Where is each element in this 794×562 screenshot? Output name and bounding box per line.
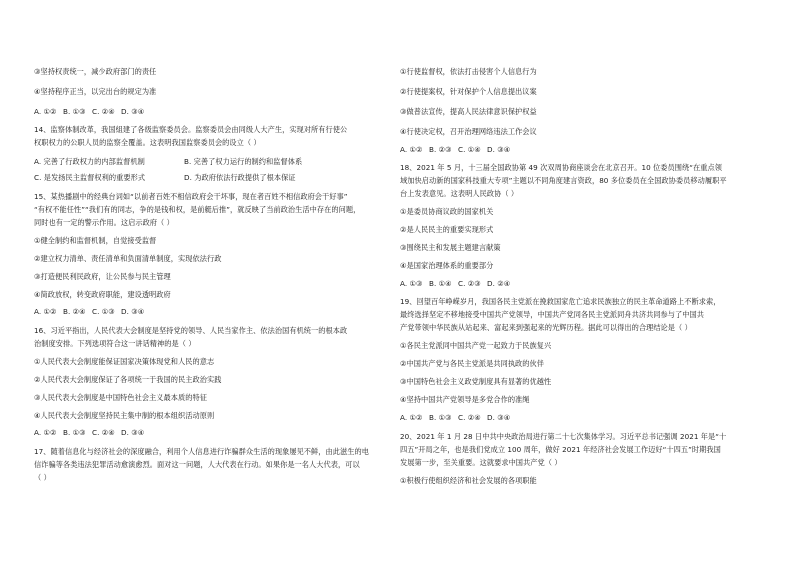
option-a: A. ①②: [400, 145, 423, 154]
option-b: B. ①④: [429, 279, 452, 288]
q15-item-1: ①健全制约和监督机制，自觉接受监督: [34, 236, 157, 245]
q16-stem-line-2: 治制度安排。下列选项符合这一讲话精神的是（ ）: [34, 339, 196, 348]
option-a: A. ①②: [34, 307, 57, 316]
option-d: D. ②④: [487, 279, 511, 288]
option-c: C. ①③: [92, 307, 115, 316]
q19-stem-line-1: 19、回望百年峥嵘岁月，我国各民主党派在挽救国家危亡追求民族独立的民主革命道路上不断求索，: [400, 297, 721, 306]
option-a: A. ①②: [34, 428, 57, 437]
q17-options: [400, 145, 516, 154]
q18-item-4: ④是国家治理体系的重要部分: [400, 261, 494, 270]
q16-item-1: ①人民代表大会制度能保证国家决策体现党和人民的意志: [34, 357, 215, 366]
q18-stem-line-1: 18、2021 年 5 月，十三届全国政协第 49 次双周协商座谈会在北京召开。10 位委员围绕“在重点领: [400, 163, 722, 172]
q14-choice-a: A. 完善了行政权力的内部监督机制: [34, 157, 145, 166]
q16-item-4: ④人民代表大会制度坚持民主集中制的根本组织活动原则: [34, 411, 215, 420]
q17-item-4: ④行使决定权，召开治理网络违法工作会议: [400, 127, 537, 136]
q15-item-3: ③打造便民利民政府，让公民参与民主管理: [34, 272, 171, 281]
option-c: C. ②④: [92, 428, 115, 437]
option-d: D. ③④: [121, 307, 145, 316]
q15-options: [34, 307, 150, 316]
q13-item-4: ④坚持程序正当，以完出台的规定为准: [34, 87, 157, 96]
q14-choice-b: B. 完善了权力运行的制约和监督体系: [184, 157, 303, 166]
q19-item-3: ③中国特色社会主义政党制度具有显著的优越性: [400, 377, 552, 386]
q16-options: [34, 428, 150, 437]
q14-choice-c: C. 是发扬民主监督权利的重要形式: [34, 173, 146, 182]
q17-item-1: ①行使监督权，依法打击侵害个人信息行为: [400, 67, 537, 76]
q18-item-2: ②是人民民主的重要实现形式: [400, 225, 494, 234]
option-a: A. ①②: [400, 413, 423, 422]
q19-options: [400, 413, 516, 422]
q17-stem-line-2: 信诈骗等各类违法犯罪活动愈演愈烈。面对这一问题，人大代表在行动。如果你是一名人大代表，可以: [34, 460, 360, 469]
option-c: C. ②④: [92, 107, 115, 116]
q14-stem-line-2: 权职权力的公职人员的监察全覆盖。这表明我国监察委员会的设立（ ）: [34, 138, 261, 147]
q20-stem-line-1: 20、2021 年 1 月 28 日中共中央政治局进行第二十七次集体学习。习近平总书记强调 2021 年是“十: [400, 432, 727, 441]
q13-options: [34, 107, 150, 116]
q13-item-3: ③坚持权责统一，减少政府部门的责任: [34, 67, 157, 76]
q18-stem-line-3: 台上发表意见。这表明人民政协（ ）: [400, 189, 519, 198]
option-a: A. ①②: [34, 107, 57, 116]
option-c: C. ②④: [458, 413, 481, 422]
q14-stem-line-1: 14、监察体制改革，我国組建了各级监察委员会。监察委员会由同级人大产生，实现对所有行使公: [34, 125, 348, 134]
option-d: D. ③④: [121, 107, 145, 116]
option-b: B. ②④: [63, 307, 86, 316]
option-c: C. ①④: [458, 145, 481, 154]
option-d: D. ③④: [121, 428, 145, 437]
q20-item-1: ①积极行使组织经济和社会发展的各项职能: [400, 476, 537, 485]
q17-item-2: ②行使提案权，针对保护个人信息提出议案: [400, 87, 537, 96]
option-d: D. ③④: [487, 145, 511, 154]
q18-item-3: ③围绕民主和发展主题建言献策: [400, 243, 501, 252]
option-d: D. ③④: [487, 413, 511, 422]
q17-stem-line-3: （ ）: [34, 473, 51, 482]
q14-choice-d: D. 为政府依法行政提供了根本保证: [184, 173, 296, 182]
q16-item-3: ③人民代表大会制度是中国特色社会主义最本质的特征: [34, 393, 207, 402]
option-a: A. ①③: [400, 279, 423, 288]
q16-stem-line-1: 16、习近平指出，人民代表大会制度是坚持党的领导、人民当家作主、依法治国有机统一的根本政: [34, 326, 348, 335]
q19-stem-line-2: 最终选择坚定不移地接受中国共产党领导，中国共产党同各民主党派同舟共济共同参与了中国共: [400, 310, 704, 319]
q19-stem-line-3: 产党带领中华民族从站起来、富起来到强起来的光辉历程。据此可以得出的合理结论是（ ）: [400, 323, 692, 332]
q19-item-2: ②中国共产党与各民主党派是共同执政的伙伴: [400, 359, 545, 368]
q17-stem-line-1: 17、随着信息化与经济社会的深度融合，利用个人信息进行诈骗群众生活的现象屡见不鲜，由此滋生的电: [34, 447, 369, 456]
q15-stem-line-1: 15、某热播剧中的经典台词如“以前者百姓不相信政府会干坏事，现在者百姓不相信政府会干好事”: [34, 192, 348, 201]
q19-item-4: ④坚持中国共产党领导是多党合作的准绳: [400, 395, 530, 404]
q18-item-1: ①是委员协商议政的国家机关: [400, 207, 494, 216]
option-b: B. ①③: [63, 107, 86, 116]
option-b: B. ①③: [63, 428, 86, 437]
q17-item-3: ③做普法宣传，提高人民法律意识保护权益: [400, 107, 537, 116]
option-b: B. ①③: [429, 413, 452, 422]
option-c: C. ②③: [458, 279, 481, 288]
q15-item-4: ④简政放权，转变政府职能，建设透明政府: [34, 290, 171, 299]
q16-item-2: ②人民代表大会制度保证了各项统一于我国的民主政治实践: [34, 375, 222, 384]
q18-options: [400, 279, 516, 288]
q15-item-2: ②建立权力清单、责任清单和负面清单制度，实现依法行政: [34, 254, 222, 263]
option-b: B. ②③: [429, 145, 452, 154]
q18-stem-line-2: 域加快启动新的国家科技重大专项”主题以不同角度建言资政，80 多位委员在全国政协委员移动履职平: [400, 176, 727, 185]
q20-stem-line-3: 发展第一步，至关重要。这就要求中国共产党（ ）: [400, 458, 562, 467]
q15-stem-line-3: 同时也有一定的警示作用。这启示政府（ ）: [34, 218, 174, 227]
q20-stem-line-2: 四五”开局之年，也是我们党成立 100 周年，做好 2021 年经济社会发展工作迈好“十四五”时期我国: [400, 445, 721, 454]
q19-item-1: ①各民主党派同中国共产党一起致力于民族复兴: [400, 341, 552, 350]
q15-stem-line-2: “有权不能任性”“我们有的同志，争的是钱和权，是前艇后推”，就反映了当前政治生活中存在的问题，: [34, 205, 361, 214]
